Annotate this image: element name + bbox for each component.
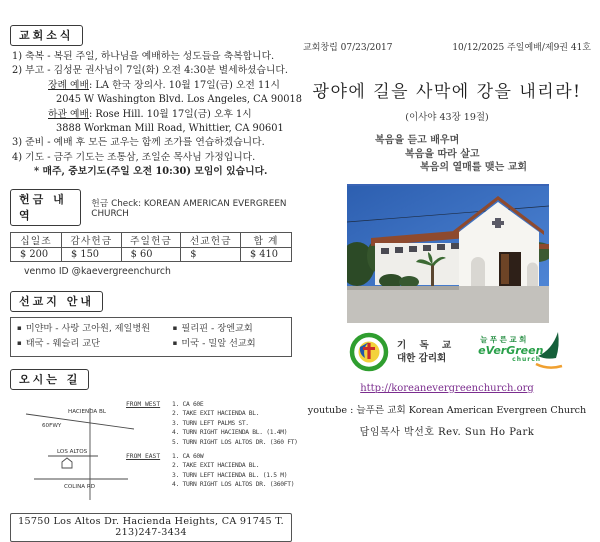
evergreen-church-word: church [512,355,542,363]
from-east-block [126,452,296,490]
direction-step: 3. TURN LEFT PALMS ST. [172,419,249,427]
church-news-list [10,50,303,180]
sermon-title: 광야에 길을 사막에 강을 내리라! [312,82,582,102]
burial-service-label: 하관 예배 [48,108,89,120]
offering-check-line: 헌금 Check: KOREAN AMERICAN EVERGREEN CHURCH [91,198,287,219]
direction-step: 4. TURN RIGHT LOS ALTOS DR. (360FT) [172,481,295,489]
methodist-church-name [397,339,456,365]
funeral-service-line [10,79,296,93]
church-news-label: 교회소식 [10,25,83,46]
offering-label: 헌금 내역 [10,189,81,226]
motto-line: 복음의 열매를 맺는 교회 [420,162,528,173]
map-label-hacienda: HACIENDA BL [68,408,106,415]
from-west-label: FROM WEST [126,400,161,408]
window [423,245,431,251]
news-item-1: 1) 축복 - 복된 주일, 하나님을 예배하는 성도들을 축복합니다. [12,51,275,62]
pavement [347,286,549,323]
mission-item-text: 미국 - 밀알 선교회 [181,338,256,350]
evergreen-korean-name: 늘푸른교회 [480,334,529,344]
scripture-reference: (이사야 43장 19절) [405,112,489,123]
burial-address: 3888 Workman Mill Road, Whittier, CA 90601 [56,123,284,135]
curb [347,286,459,290]
wood-door [501,254,509,284]
kmc-line1: 기 독 교 [397,339,457,351]
window [409,246,417,252]
church-address-box: 15750 Los Altos Dr. Hacienda Heights, CA 91745 T. 213)247-3434 [10,513,292,542]
logo-cross-vertical [367,343,370,359]
direction-step: 3. TURN LEFT HACIENDA BL. (1.5 M) [172,471,288,479]
offering-cell: $ 150 [61,247,121,261]
offering-table [10,232,292,262]
side-roof [539,244,549,249]
offering-col-header: 감사헌금 [61,232,121,247]
logo-row [349,330,591,374]
driving-directions [126,400,296,494]
burial-service-detail: : Rose Hill. 10월 17일(금) 오후 1시 [88,108,252,120]
evergreen-english-name: eVerGreen [478,343,544,357]
direction-step: 2. TAKE EXIT HACIENDA BL. [172,462,260,470]
offering-cell: $ [181,247,241,261]
cross-emblem-arm [492,221,504,225]
from-east-steps [172,452,294,490]
offering-cell: $ 60 [121,247,181,261]
funeral-service-detail: : LA 한국 장의사. 10월 17일(금) 오전 11시 [88,79,280,91]
burial-service-line [10,108,296,122]
founded-date: 교회창립 07/23/2017 [303,43,393,53]
map-label-fwy: 60FWY [42,422,62,429]
window [437,244,445,250]
arched-doorway [527,262,538,286]
church-photo [347,186,549,323]
church-motto [303,134,591,175]
bulletin-left-page [10,0,303,538]
window [451,243,459,249]
methodist-church-logo [349,332,389,372]
church-location-icon [62,458,72,468]
kmc-line2: 대한 감리회 [397,352,447,364]
directions-label: 오시는 길 [10,369,89,390]
bullet-icon: ▪ [172,339,178,348]
street-map [12,406,134,502]
missions-label: 선교지 안내 [10,291,103,312]
bullet-icon: ▪ [172,323,178,332]
youtube-line: youtube : 늘푸른 교회 Korean American Evergreen Church [307,404,587,416]
website-line [303,383,591,394]
offering-col-header: 주일헌금 [121,232,181,247]
news-item-3: 3) 준비 - 예배 후 모든 교우는 함께 조가를 연습하겠습니다. [12,137,265,149]
mission-item [17,336,169,352]
direction-step: 4. TURN RIGHT HACIENDA BL. (1.4M) [172,429,288,437]
funeral-address: 2045 W Washington Blvd. Los Angeles, CA 90018 [56,94,303,106]
intercession-note: * 매주, 중보기도(주일 오전 10:30) 모임이 있습니다. [34,166,268,178]
window [381,248,389,254]
bulletin-header [303,40,591,53]
motto-line: 복음을 듣고 배우며 [375,135,460,146]
offering-col-header: 십일조 [11,232,62,247]
pastor-line: 담임목사 박선호 Rev. Sun Ho Park [359,426,535,438]
window [395,247,403,253]
map-label-los-altos: LOS ALTOS [57,448,88,455]
bullet-icon: ▪ [17,339,22,348]
palm-trunk [431,264,434,286]
directions-map-area [10,392,296,504]
mission-item-text: 미얀마 - 사랑 고아원, 제일병원 [25,322,151,334]
mission-item-text: 필리핀 - 장엔교회 [181,322,253,334]
church-website-link[interactable]: http://koreanevergreenchurch.org [360,382,534,394]
issue-info: 10/12/2025 주일예배/제9권 41호 [452,43,591,53]
mission-item-text: 태국 - 웨슬리 교단 [25,338,100,350]
map-label-colina: COLINA RD [64,483,96,490]
bullet-icon: ▪ [17,323,22,332]
motto-line: 복음을 따라 살고 [405,148,480,160]
offering-cell: $ 410 [240,247,291,261]
direction-step: 1. CA 60W [172,452,204,460]
news-item-4: 4) 기도 - 금주 기도는 조통삼, 조일순 목사님 가정입니다. [12,151,256,163]
offering-col-header: 합 계 [240,232,291,247]
mission-item [17,321,169,337]
from-west-block [126,400,296,448]
mission-item [173,321,285,337]
mission-item [173,336,285,352]
from-west-steps [172,400,298,448]
evergreen-church-logo [478,330,564,374]
arched-doorway [471,257,485,286]
mission-box [10,317,292,357]
offering-col-header: 선교헌금 [181,232,241,247]
direction-step: 5. TURN RIGHT LOS ALTOS DR. (360 FT) [172,439,298,447]
offering-header-row [11,232,292,247]
from-east-label: FROM EAST [126,452,161,460]
direction-step: 1. CA 60E [172,400,204,408]
funeral-service-label: 장례 예배 [48,79,89,91]
bulletin-right-page [303,0,591,465]
offering-cell: $ 200 [11,247,62,261]
offering-value-row [11,247,292,261]
venmo-line: venmo ID @kaevergreenchurch [24,265,171,277]
evergreen-sail-icon [534,330,564,374]
news-item-2: 2) 부고 - 김성문 권사님이 7일(화) 오전 4:30분 별세하셨습니다. [12,65,289,77]
direction-step: 2. TAKE EXIT HACIENDA BL. [172,410,260,418]
logo-cross-horizontal [363,347,375,350]
